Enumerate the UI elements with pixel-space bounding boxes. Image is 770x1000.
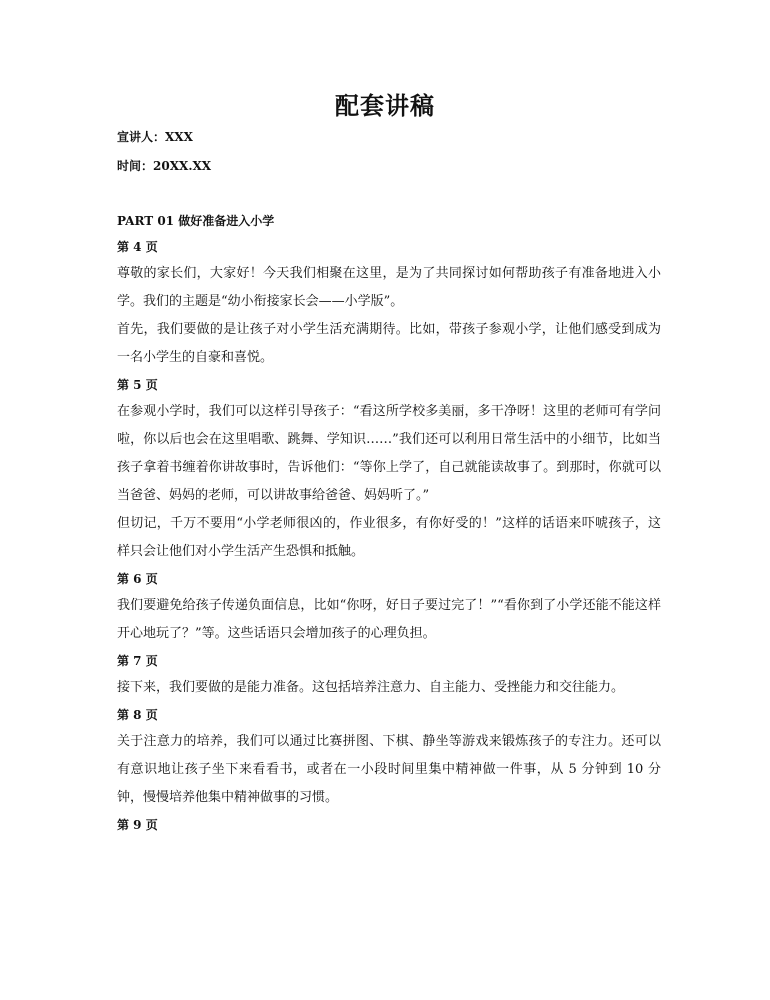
paragraph: 我们要避免给孩子传递负面信息，比如“你呀，好日子要过完了！”“看你到了小学还能不能这样开心地玩了？”等。这些话语只会增加孩子的心理负担。 (117, 598, 661, 641)
page-heading: 第 9 页 (117, 818, 158, 832)
page-heading: 第 4 页 (117, 240, 158, 254)
document-title: 配套讲稿 (335, 91, 435, 120)
paragraph: 关于注意力的培养，我们可以通过比赛拼图、下棋、静坐等游戏来锻炼孩子的专注力。还可以有意识地让孩子坐下来看看书，或者在一小段时间里集中精神做一件事，从 5 分钟到 10 分钟，慢慢培养他集中精神做事的习惯。 (117, 734, 661, 805)
page-heading: 第 6 页 (117, 572, 158, 586)
presenter-line: 宣讲人：XXX (117, 130, 193, 144)
document-body (117, 208, 661, 838)
paragraph: 接下来，我们要做的是能力准备。这包括培养注意力、自主能力、受挫能力和交往能力。 (117, 680, 625, 695)
page-heading: 第 8 页 (117, 708, 158, 722)
page-heading: 第 5 页 (117, 378, 158, 392)
section-heading: PART 01 做好准备进入小学 (117, 214, 275, 228)
paragraph: 尊敬的家长们，大家好！今天我们相聚在这里，是为了共同探讨如何帮助孩子有准备地进入小学。我们的主题是“幼小衔接家长会——小学版”。 (117, 266, 661, 309)
page-heading: 第 7 页 (117, 654, 158, 668)
paragraph: 首先，我们要做的是让孩子对小学生活充满期待。比如，带孩子参观小学，让他们感受到成为一名小学生的自豪和喜悦。 (117, 322, 661, 365)
paragraph: 在参观小学时，我们可以这样引导孩子：“看这所学校多美丽，多干净呀！这里的老师可有学问啦，你以后也会在这里唱歌、跳舞、学知识……”我们还可以利用日常生活中的小细节，比如当孩子拿着书缠着你讲故事时，告诉他们：“等你上学了，自己就能读故事了。到那时，你就可以当爸爸、妈妈的老师，可以讲故事给爸爸、妈妈听了。” (117, 404, 661, 503)
time-line: 时间：20XX.XX (117, 159, 212, 173)
paragraph: 但切记，千万不要用“小学老师很凶的，作业很多，有你好受的！”这样的话语来吓唬孩子，这样只会让他们对小学生活产生恐惧和抵触。 (117, 516, 661, 559)
